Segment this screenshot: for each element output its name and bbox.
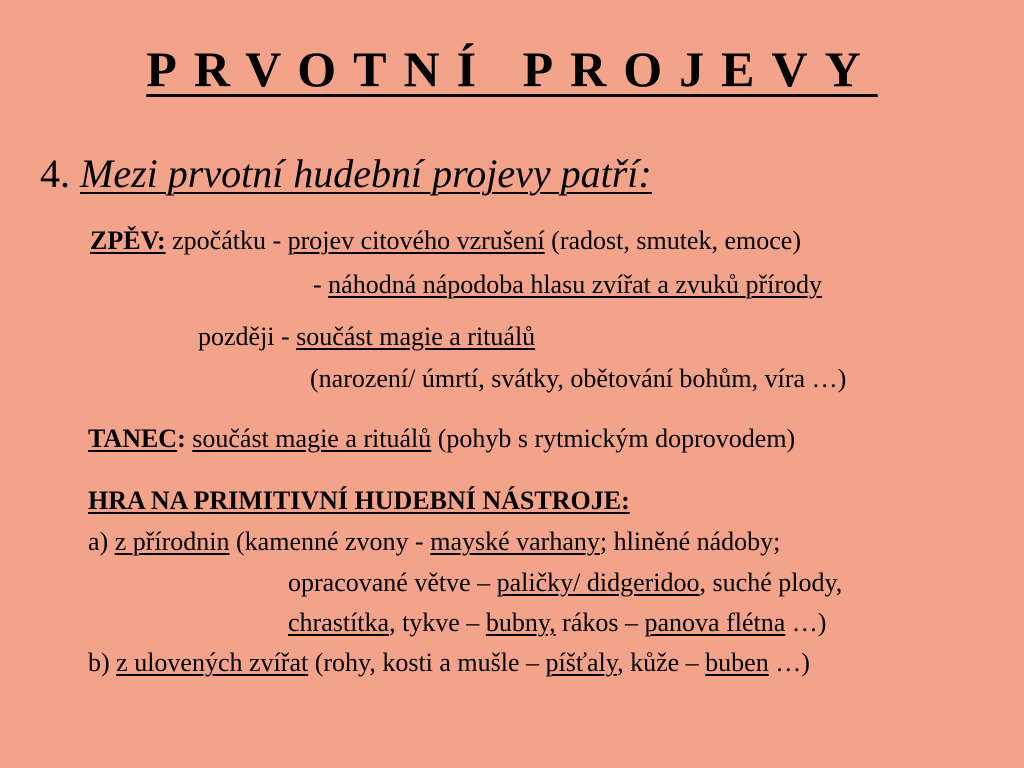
section-heading: [40, 150, 652, 197]
tanec-colon: :: [177, 424, 193, 453]
hra-b-marker: b): [88, 648, 117, 677]
zpev-line-1: [90, 226, 801, 256]
hra-a-l3-link1: chrastítka: [288, 608, 390, 637]
tanec-line: [88, 424, 795, 454]
heading-number: 4.: [40, 151, 70, 196]
hra-b-line: [88, 648, 810, 678]
hra-b-link: z ulovených zvířat: [116, 648, 309, 677]
zpev-line2-link: náhodná nápodoba hlasu zvířat a zvuků přírody: [328, 270, 823, 299]
zpev-line1-rest: (radost, smutek, emoce): [544, 226, 801, 255]
hra-a-l3-t2: rákos –: [555, 608, 645, 637]
hra-a-line-1: [88, 527, 780, 557]
zpev-line1-link: projev citového vzrušení: [287, 226, 545, 255]
hra-a-l3-link3: panova flétna: [644, 608, 786, 637]
heading-text: Mezi prvotní hudební projevy patří:: [80, 151, 652, 196]
tanec-rest: (pohyb s rytmickým doprovodem): [431, 424, 796, 453]
zpev-later-prefix: později -: [198, 322, 297, 351]
tanec-label: TANEC: [88, 424, 178, 453]
hra-a-l2-t2: , suché plody,: [699, 568, 843, 597]
hra-a-l2-link: paličky/ didgeridoo: [496, 568, 700, 597]
zpev-later-line: [198, 322, 535, 352]
hra-a-t2: ; hliněné nádoby;: [599, 527, 781, 556]
zpev-line2-dash: -: [313, 270, 329, 299]
hra-a-line-3: [288, 608, 826, 638]
hra-a-line-2: [288, 568, 842, 598]
hra-a-link2: mayské varhany: [430, 527, 600, 556]
hra-a-l3-link2: bubny,: [485, 608, 556, 637]
zpev-line-2: [313, 270, 822, 300]
zpev-early-prefix: zpočátku -: [172, 226, 288, 255]
hra-a-link: z přírodnin: [114, 527, 230, 556]
zpev-label: ZPĚV:: [90, 226, 166, 255]
hra-a-l2-t1: opracované větve –: [288, 568, 497, 597]
hra-b-t1: (rohy, kosti a mušle –: [308, 648, 546, 677]
hra-a-l3-t1: , tykve –: [389, 608, 486, 637]
hra-a-marker: a): [88, 527, 115, 556]
zpev-later-link: součást magie a rituálů: [296, 322, 536, 351]
hra-b-link2: píšťaly: [545, 648, 618, 677]
hra-a-l3-t3: …): [785, 608, 827, 637]
hra-heading: [88, 486, 630, 516]
hra-b-t2: , kůže –: [617, 648, 706, 677]
tanec-link: součást magie a rituálů: [192, 424, 432, 453]
slide-title: PRVOTNÍ PROJEVY: [146, 41, 878, 97]
hra-b-link3: buben: [705, 648, 769, 677]
hra-heading-text: HRA NA PRIMITIVNÍ HUDEBNÍ NÁSTROJE:: [88, 486, 630, 515]
zpev-later-detail: (narození/ úmrtí, svátky, obětování bohům, víra …): [310, 364, 847, 393]
hra-a-t1: (kamenné zvony -: [229, 527, 431, 556]
hra-b-t3: …): [768, 648, 810, 677]
